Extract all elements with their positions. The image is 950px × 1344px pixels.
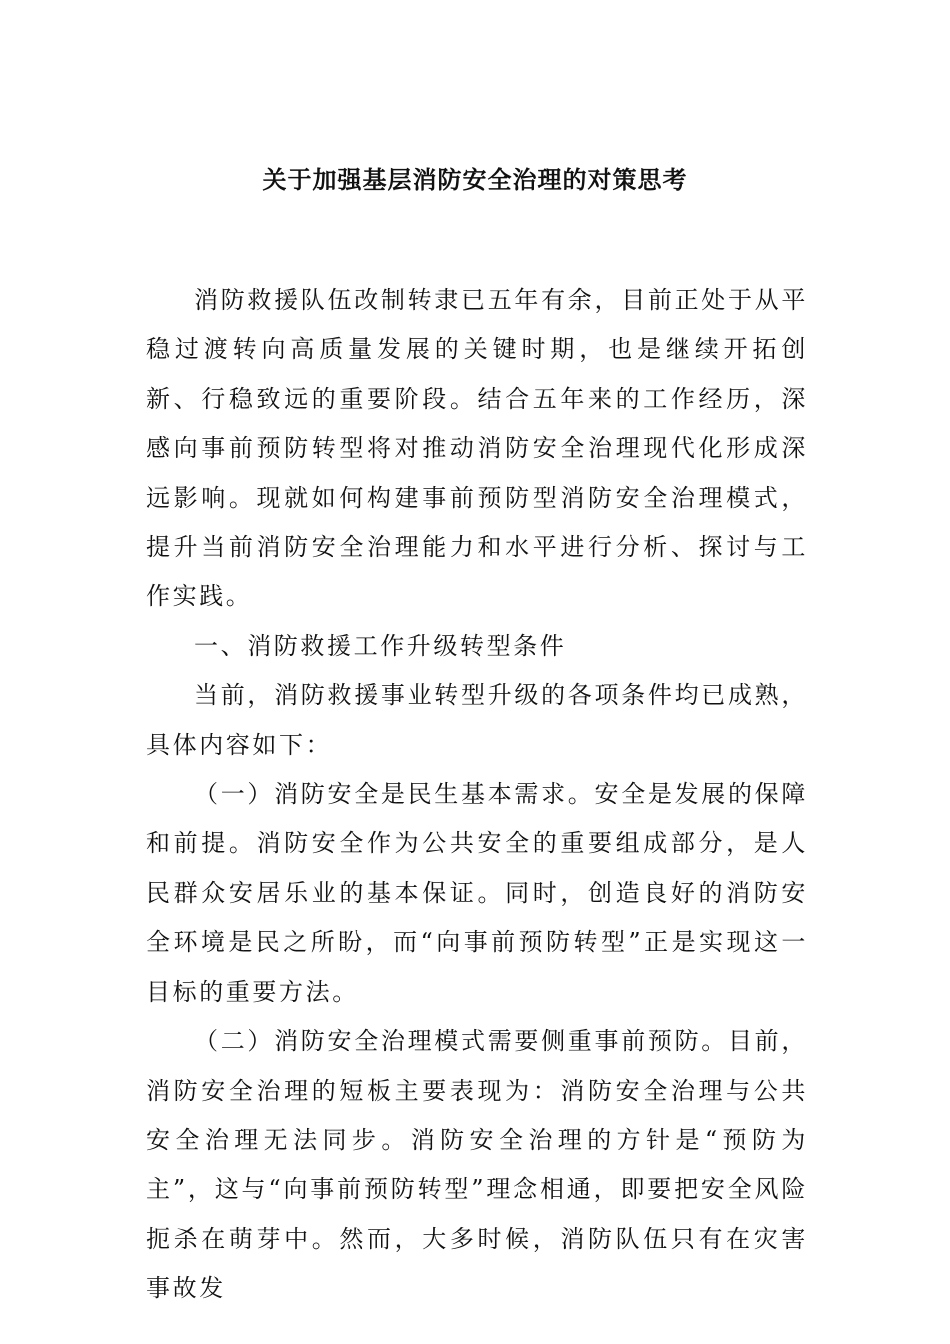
section-intro-paragraph: 当前，消防救援事业转型升级的各项条件均已成熟，具体内容如下： (146, 681, 808, 759)
document-body (146, 276, 808, 1314)
subsection-2-paragraph: （二）消防安全治理模式需要侧重事前预防。目前，消防安全治理的短板主要表现为：消防安全治理与公共安全治理无法同步。消防安全治理的方针是“预防为主”，这与“向事前预防转型”理念相通，即要把安全风险扼杀在萌芽中。然而，大多时候，消防队伍只有在灾害事故发 (146, 1027, 808, 1303)
intro-paragraph: 消防救援队伍改制转隶已五年有余，目前正处于从平稳过渡转向高质量发展的关键时期，也是继续开拓创新、行稳致远的重要阶段。结合五年来的工作经历，深感向事前预防转型将对推动消防安全治理现代化形成深远影响。现就如何构建事前预防型消防安全治理模式，提升当前消防安全治理能力和水平进行分析、探讨与工作实践。 (146, 286, 808, 611)
subsection-1-paragraph: （一）消防安全是民生基本需求。安全是发展的保障和前提。消防安全作为公共安全的重要组成部分，是人民群众安居乐业的基本保证。同时，创造良好的消防安全环境是民之所盼，而“向事前预防转型”正是实现这一目标的重要方法。 (146, 780, 808, 1006)
section-heading-1: 一、消防救援工作升级转型条件 (194, 631, 567, 660)
document-title: 关于加强基层消防安全治理的对策思考 (262, 165, 688, 194)
